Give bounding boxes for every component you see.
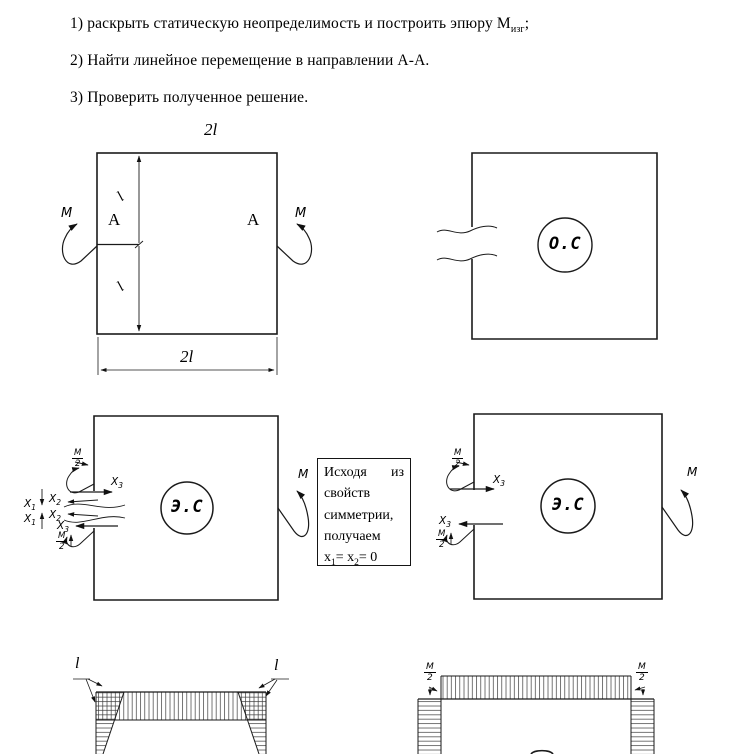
note-line-1: Исходя из xyxy=(324,465,404,480)
note-formula: $x_1= x_2= 0$ xyxy=(324,550,378,568)
moment-label-right: M xyxy=(295,206,307,221)
symmetry-note-box xyxy=(317,458,411,566)
m2-numerator: M xyxy=(74,448,82,458)
frame-seg-lower: l xyxy=(114,279,128,295)
base-system-label: О.С xyxy=(548,234,582,255)
epure-m2-left xyxy=(424,663,436,682)
m2-denominator: 2 xyxy=(58,541,65,552)
equiv-right-moment-label: M xyxy=(687,465,698,479)
x2-arrow-bottom xyxy=(68,514,98,516)
m2-numerator: M xyxy=(58,531,66,541)
m2-denominator: 2 xyxy=(639,672,645,683)
x3-label-bottom-right-diagram: $X_3$ xyxy=(439,515,451,529)
m2-numerator: M xyxy=(454,448,462,458)
l-left-leader-1 xyxy=(88,679,102,686)
equiv-right-label: Э.С xyxy=(551,495,585,516)
m2-numerator: M xyxy=(438,529,446,539)
x1-label-top: $X_1$ xyxy=(24,498,36,512)
x3-label-top: $X_3$ xyxy=(111,476,123,490)
m2-top-hook-2 xyxy=(447,466,474,491)
right-leg-hatch xyxy=(238,692,266,754)
m2-denominator: 2 xyxy=(74,458,81,469)
frame-dim-top: 2l xyxy=(204,120,218,139)
note-line-3: симметрии, xyxy=(324,507,394,523)
equiv-right-m2-top xyxy=(452,449,463,468)
x2-label-top: $X_2$ xyxy=(49,493,61,507)
moment-diagram-left xyxy=(73,679,289,754)
cut-wave-1 xyxy=(64,504,125,507)
equiv-left-moment-label: M xyxy=(298,467,309,481)
task-1-text: 1) раскрыть статическую неопределимость и построить эпюру М xyxy=(70,15,511,32)
moment-arrow-right xyxy=(277,224,312,264)
top-band-hatch xyxy=(441,676,631,699)
frame-dim-bottom: 2l xyxy=(180,347,194,366)
section-label-left: A xyxy=(108,210,121,229)
left-leg-hatch xyxy=(96,692,124,754)
equiv-left-label: Э.С xyxy=(170,497,204,518)
note-line-4: получаем xyxy=(324,528,381,544)
task-1-suffix: ; xyxy=(524,15,530,32)
m2-right-leader-1 xyxy=(635,687,645,690)
task-1-subscript: изг xyxy=(510,24,525,36)
x1-label-bottom: $X_1$ xyxy=(24,513,36,527)
equiv-left-m2-bottom xyxy=(56,532,67,551)
moment-arrow-right-equiv-right xyxy=(662,490,693,535)
m2-bottom-hook xyxy=(66,531,94,547)
m2-denominator: 2 xyxy=(454,458,461,469)
epure-l-label-left: l xyxy=(75,655,80,672)
m2-bottom-hook-2 xyxy=(446,529,474,545)
epure-m2-right xyxy=(636,663,648,682)
x3-label-top-right-diagram: $X_3$ xyxy=(493,474,505,488)
equiv-left-m2-top xyxy=(72,449,83,468)
m2-denominator: 2 xyxy=(438,539,445,550)
equiv-right-m2-bottom xyxy=(436,530,447,549)
x2-label-bottom: $X_2$ xyxy=(49,509,61,523)
right-column-hatch xyxy=(631,699,654,754)
note-line-2: свойств xyxy=(324,486,371,502)
task-line-3: 3) Проверить полученное решение. xyxy=(70,89,309,106)
section-label-right: A xyxy=(247,210,260,229)
l-left-leader-2 xyxy=(86,679,95,702)
cut-wave-lower xyxy=(437,254,497,261)
frame-outline xyxy=(97,153,277,334)
moment-label-left: M xyxy=(61,206,73,221)
l-right-leader-2 xyxy=(266,680,277,696)
cut-wave-upper xyxy=(437,226,497,233)
m2-top-hook xyxy=(67,468,94,493)
epure-l-label-right: l xyxy=(274,657,279,674)
moment-arrow-left xyxy=(62,224,97,264)
x2-arrow-top xyxy=(68,500,98,502)
x3-label-bottom: $X_3$ xyxy=(57,520,69,534)
m2-denominator: 2 xyxy=(427,672,433,683)
m2-numerator: M xyxy=(638,662,646,672)
moment-diagram-right xyxy=(418,676,654,754)
base-system-diagram xyxy=(437,153,657,339)
bottom-circle-arc xyxy=(531,751,553,754)
moment-arrow-right-equiv-left xyxy=(278,491,309,536)
task-line-2: 2) Найти линейное перемещение в направлении А-А. xyxy=(70,52,430,69)
left-column-hatch xyxy=(418,699,441,754)
cut-wave-2 xyxy=(64,517,125,523)
frame-diagram xyxy=(62,153,311,375)
frame-seg-upper: l xyxy=(114,189,128,205)
m2-numerator: M xyxy=(426,662,434,672)
